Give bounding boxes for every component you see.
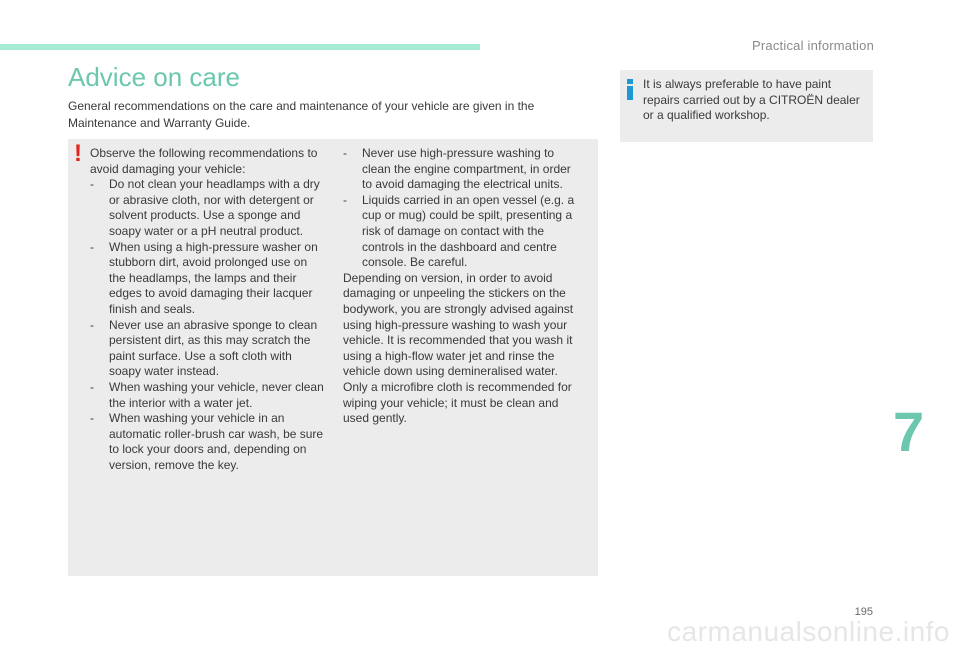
list-item: - Never use high-pressure washing to clean the engine compartment, in order to avoid damaging the electrical units.	[343, 146, 571, 192]
page-number: 195	[854, 606, 873, 618]
info-icon-dot	[627, 79, 633, 84]
page-heading: Advice on care	[68, 62, 240, 92]
info-icon	[626, 79, 634, 101]
stickers-paragraph: Depending on version, in order to avoid damaging or unpeeling the stickers on the bodywork, you are strongly advised against using high-pressure washing to wash your vehicle. It is recommended that you wash it using a high-flow water jet and rinse the vehicle down using demineralised water.	[343, 270, 574, 379]
intro-paragraph: General recommendations on the care and maintenance of your vehicle are given in the Maintenance and Warranty Guide.	[68, 99, 535, 130]
warning-column-left	[90, 146, 326, 473]
warning-list-left	[90, 177, 326, 473]
warning-lead: Observe the following recommendations to avoid damaging your vehicle:	[90, 146, 318, 176]
list-item: - Never use an abrasive sponge to clean persistent dirt, as this may scratch the paint surface. Use a soft cloth with soapy water instead.	[90, 317, 318, 379]
exclamation-icon: !	[74, 140, 82, 167]
microfibre-paragraph: Only a microfibre cloth is recommended for wiping your vehicle; it must be clean and used gently.	[343, 379, 572, 426]
warning-column-right	[343, 146, 583, 427]
list-item: - When using a high-pressure washer on stubborn dirt, avoid prolonged use on the headlamps, the lamps and their edges to avoid damaging their lacquer finish and seals.	[90, 239, 318, 316]
list-item: - When washing your vehicle, never clean the interior with a water jet.	[90, 379, 324, 410]
chapter-number: 7	[893, 400, 925, 463]
warning-list-right	[343, 146, 583, 271]
watermark: carmanualsonline.info	[667, 616, 950, 647]
list-item: - Do not clean your headlamps with a dry or abrasive cloth, nor with detergent or solvent products. Use a sponge and soapy water or a pH neutral product.	[90, 177, 320, 238]
info-text: It is always preferable to have paint repairs carried out by a CITROËN dealer or a qualified workshop.	[643, 77, 860, 123]
list-item: - Liquids carried in an open vessel (e.g. a cup or mug) could be spilt, presenting a risk of damage on contact with the controls in the dashboard and centre console. Be careful.	[343, 192, 575, 270]
info-icon-stem	[627, 86, 633, 100]
header-accent-bar	[0, 44, 480, 50]
section-title: Practical information	[752, 38, 874, 53]
list-item: - When washing your vehicle in an automatic roller-brush car wash, be sure to lock your doors and, depending on version, remove the key.	[90, 411, 324, 472]
